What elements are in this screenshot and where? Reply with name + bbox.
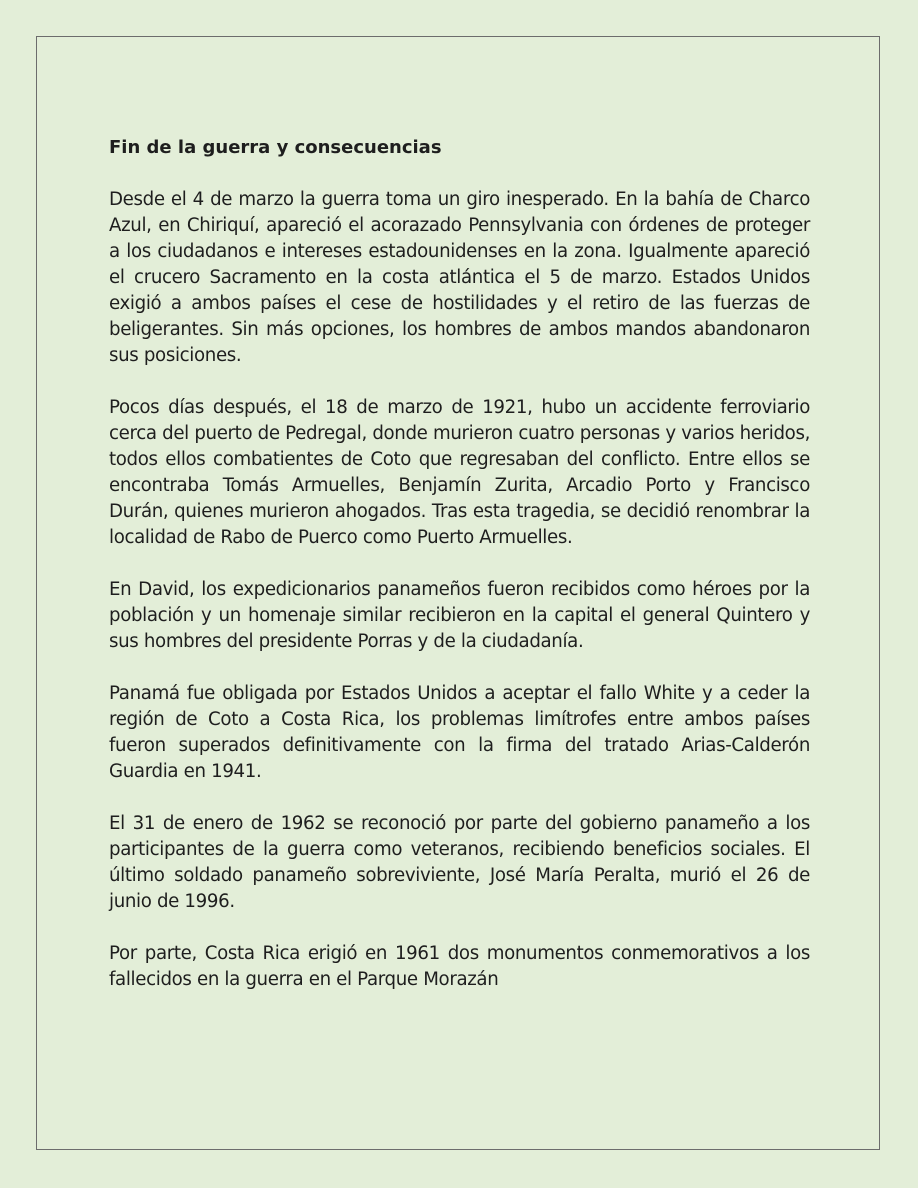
paragraph-5: El 31 de enero de 1962 se reconoció por parte del gobierno panameño a los participantes de la guerra como veteranos, recibiendo beneficios sociales. El último soldado panameño sobreviviente, José María Peralta, murió el 26 de junio de 1996. [109, 813, 810, 912]
paragraph-1: Desde el 4 de marzo la guerra toma un giro inesperado. En la bahía de Charco Azul, en Chiriquí, apareció el acorazado Pennsylvania con órdenes de proteger a los ciudadanos e intereses estadounidenses en la zona. Igualmente apareció el crucero Sacramento en la costa atlántica el 5 de marzo. Estados Unidos exigió a ambos países el cese de hostilidades y el retiro de las fuerzas de beligerantes. Sin más opciones, los hombres de ambos mandos abandonaron sus posiciones. [109, 189, 810, 366]
paragraph-6: Por parte, Costa Rica erigió en 1961 dos monumentos conmemorativos a los fallecidos en la guerra en el Parque Morazán [109, 943, 810, 990]
document-body [109, 135, 810, 1019]
paragraph-2: Pocos días después, el 18 de marzo de 1921, hubo un accidente ferroviario cerca del puerto de Pedregal, donde murieron cuatro personas y varios heridos, todos ellos combatientes de Coto que regresaban del conflicto. Entre ellos se encontraba Tomás Armuelles, Benjamín Zurita, Arcadio Porto y Francisco Durán, quienes murieron ahogados. Tras esta tragedia, se decidió renombrar la localidad de Rabo de Puerco como Puerto Armuelles. [109, 397, 810, 548]
paragraph-4: Panamá fue obligada por Estados Unidos a aceptar el fallo White y a ceder la región de Coto a Costa Rica, los problemas limítrofes entre ambos países fueron superados definitivamente con la firma del tratado Arias-Calderón Guardia en 1941. [109, 683, 810, 782]
section-heading: Fin de la guerra y consecuencias [109, 137, 442, 158]
paragraph-3: En David, los expedicionarios panameños fueron recibidos como héroes por la población y un homenaje similar recibieron en la capital el general Quintero y sus hombres del presidente Porras y de la ciudadanía. [109, 579, 810, 652]
